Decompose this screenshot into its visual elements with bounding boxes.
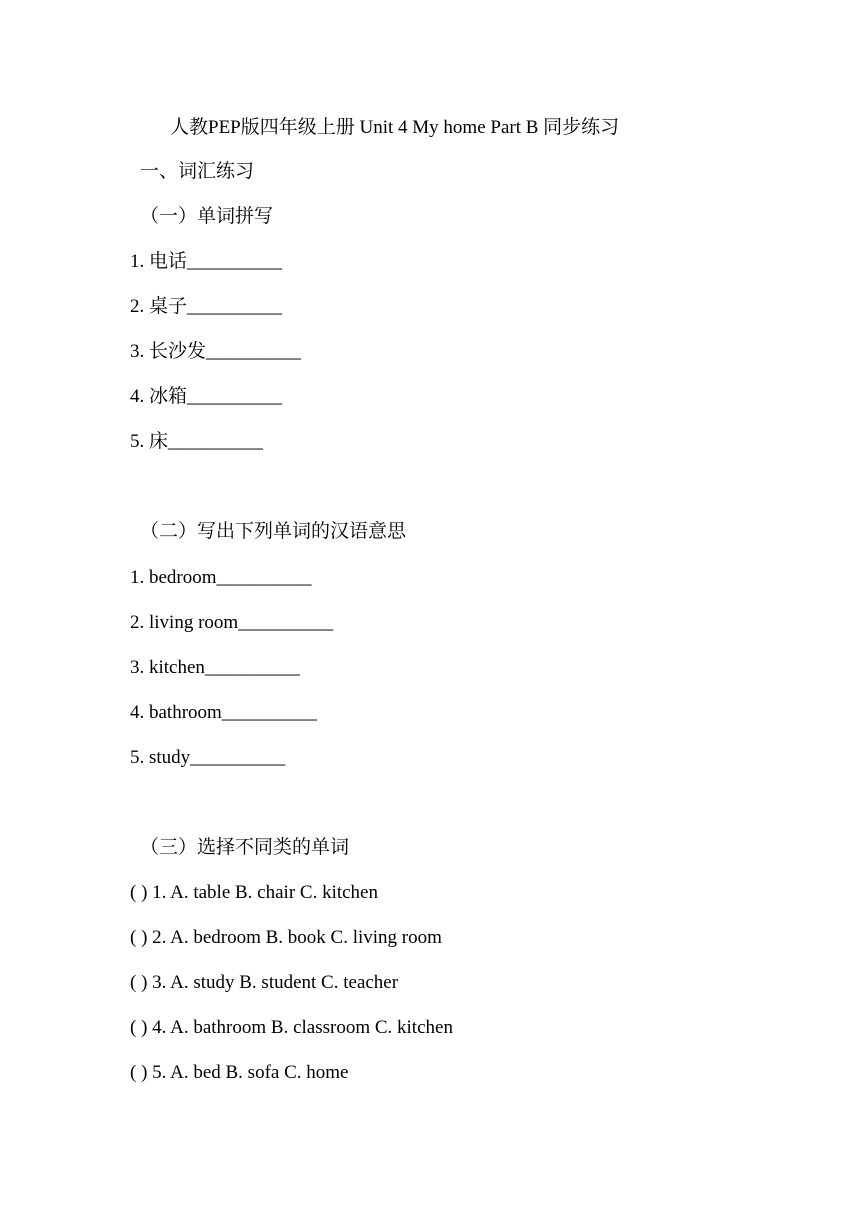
spelling-item-4: 4. 冰箱__________ [130,386,283,407]
choice-item-3: ( ) 3. A. study B. student C. teacher [130,972,399,993]
part-heading-spelling: （一）单词拼写 [140,206,274,227]
spelling-item-2: 2. 桌子__________ [130,296,283,317]
spelling-item-5: 5. 床__________ [130,431,264,452]
meaning-item-3: 3. kitchen__________ [130,657,300,678]
meaning-item-4: 4. bathroom__________ [130,702,317,723]
spelling-item-3: 3. 长沙发__________ [130,341,302,362]
meaning-item-1: 1. bedroom__________ [130,567,312,588]
choice-item-4: ( ) 4. A. bathroom B. classroom C. kitchen [130,1017,453,1038]
meaning-item-5: 5. study__________ [130,747,286,768]
spelling-item-1: 1. 电话__________ [130,251,283,272]
choice-item-2: ( ) 2. A. bedroom B. book C. living room [130,927,442,948]
choice-item-1: ( ) 1. A. table B. chair C. kitchen [130,882,378,903]
meaning-item-2: 2. living room__________ [130,612,334,633]
part-heading-meaning: （二）写出下列单词的汉语意思 [140,521,407,542]
choice-item-5: ( ) 5. A. bed B. sofa C. home [130,1062,349,1083]
document-title: 人教PEP版四年级上册 Unit 4 My home Part B 同步练习 [170,117,620,138]
section-heading-vocabulary: 一、词汇练习 [140,161,255,182]
part-heading-odd-one-out: （三）选择不同类的单词 [140,837,350,858]
